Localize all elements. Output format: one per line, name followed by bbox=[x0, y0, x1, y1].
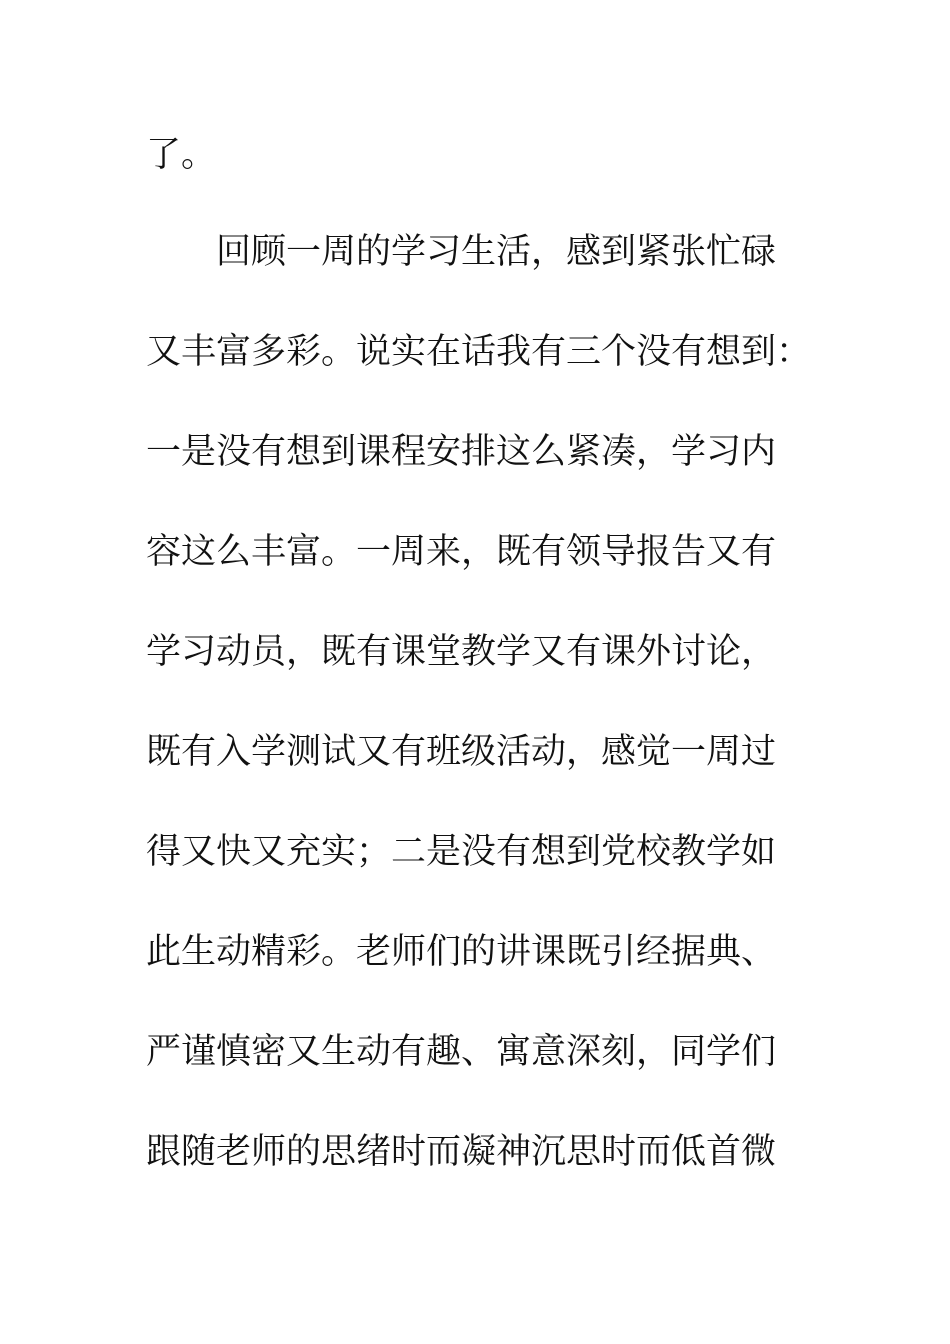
text-line-4: 一是没有想到课程安排这么紧凑，学习内 bbox=[146, 432, 777, 472]
text-line-7: 既有入学测试又有班级活动，感觉一周过 bbox=[146, 732, 777, 772]
text-line-1: 了。 bbox=[146, 135, 217, 175]
text-line-11: 跟随老师的思绪时而凝神沉思时而低首微 bbox=[146, 1132, 777, 1172]
text-line-9: 此生动精彩。老师们的讲课既引经据典、 bbox=[146, 932, 777, 972]
text-line-5: 容这么丰富。一周来，既有领导报告又有 bbox=[146, 532, 777, 572]
text-line-2-paragraph-start: 回顾一周的学习生活，感到紧张忙碌 bbox=[216, 232, 777, 272]
text-line-6: 学习动员，既有课堂教学又有课外讨论， bbox=[146, 632, 777, 672]
text-line-10: 严谨慎密又生动有趣、寓意深刻，同学们 bbox=[146, 1032, 777, 1072]
text-line-8: 得又快又充实；二是没有想到党校教学如 bbox=[146, 832, 777, 872]
text-line-3: 又丰富多彩。说实在话我有三个没有想到： bbox=[146, 332, 812, 372]
